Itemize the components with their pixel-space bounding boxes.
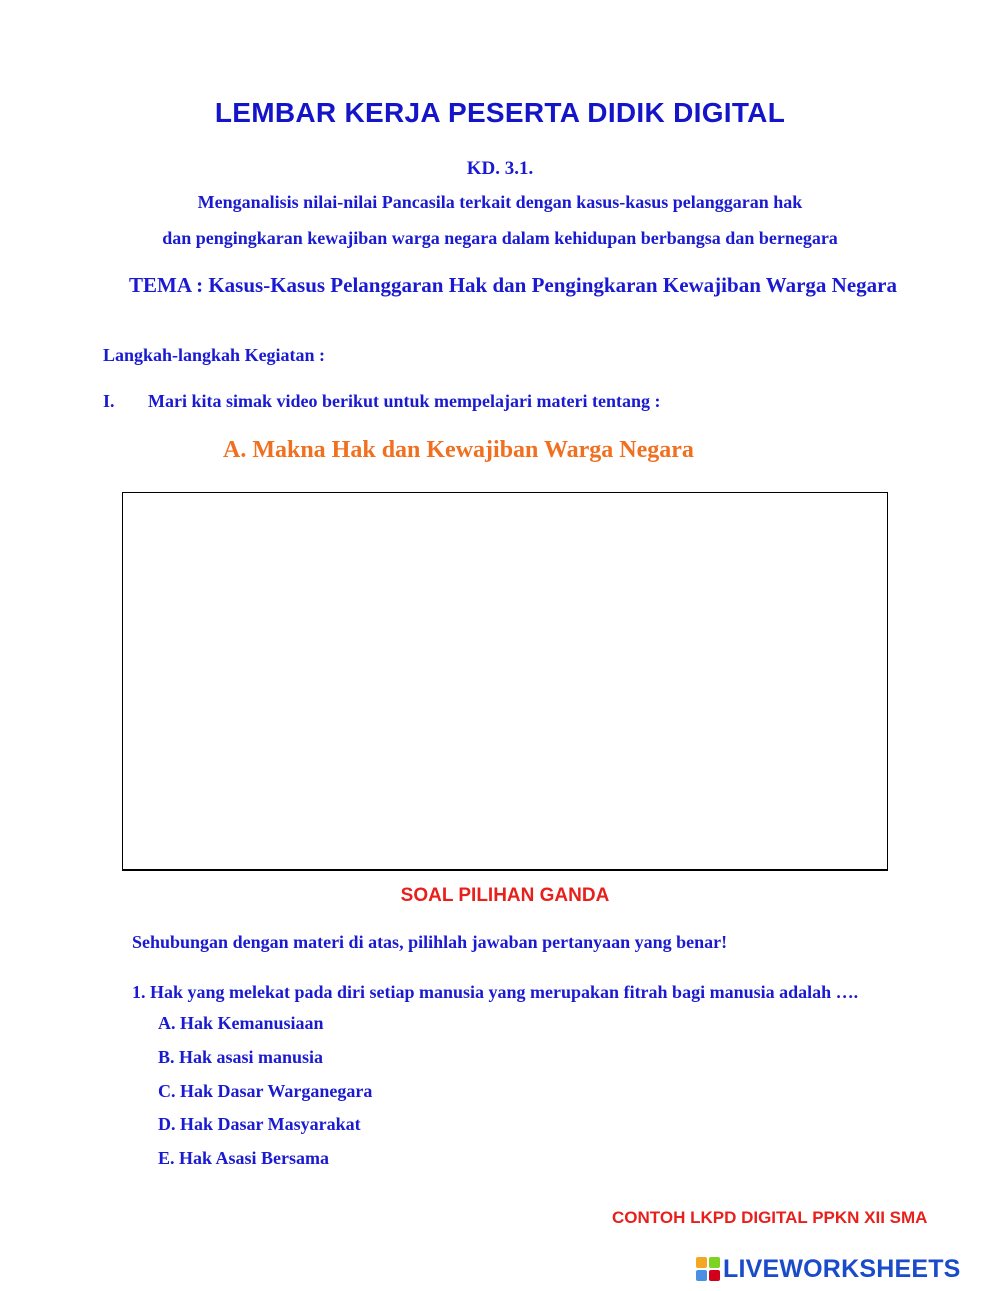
theme-line: TEMA : Kasus-Kasus Pelanggaran Hak dan Pengingkaran Kewajiban Warga Negara bbox=[129, 273, 897, 297]
answer-option-a[interactable]: A. Hak Kemanusiaan bbox=[158, 1013, 324, 1033]
kd-description-line-2: dan pengingkaran kewajiban warga negara dalam kehidupan berbangsa dan bernegara bbox=[162, 228, 838, 248]
answer-option-b[interactable]: B. Hak asasi manusia bbox=[158, 1047, 324, 1067]
answer-option-c[interactable]: C. Hak Dasar Warganegara bbox=[158, 1081, 373, 1101]
step-text: Mari kita simak video berikut untuk mempelajari materi tentang : bbox=[148, 391, 661, 411]
answer-option-e[interactable]: E. Hak Asasi Bersama bbox=[158, 1148, 330, 1168]
kd-code: KD. 3.1. bbox=[466, 158, 534, 179]
worksheet-title: LEMBAR KERJA PESERTA DIDIK DIGITAL bbox=[214, 97, 786, 128]
kd-description-line-1: Menganalisis nilai-nilai Pancasila terkait dengan kasus-kasus pelanggaran hak bbox=[197, 192, 803, 212]
subtopic-heading: A. Makna Hak dan Kewajiban Warga Negara bbox=[223, 437, 694, 463]
video-embed-frame[interactable] bbox=[122, 492, 888, 871]
step-number: I. bbox=[103, 391, 115, 411]
brand-text: LIVEWORKSHEETS bbox=[723, 1254, 961, 1283]
quiz-instruction: Sehubungan dengan materi di atas, pilihlah jawaban pertanyaan yang benar! bbox=[132, 932, 728, 952]
steps-heading: Langkah-langkah Kegiatan : bbox=[103, 345, 326, 365]
question-1: 1. Hak yang melekat pada diri setiap manusia yang merupakan fitrah bagi manusia adalah …. bbox=[132, 982, 859, 1002]
liveworksheets-brand[interactable] bbox=[696, 1254, 961, 1284]
liveworksheets-logo-icon bbox=[696, 1257, 720, 1281]
answer-option-d[interactable]: D. Hak Dasar Masyarakat bbox=[158, 1114, 361, 1134]
quiz-heading: SOAL PILIHAN GANDA bbox=[400, 885, 610, 906]
footer-label: CONTOH LKPD DIGITAL PPKN XII SMA bbox=[612, 1208, 928, 1227]
